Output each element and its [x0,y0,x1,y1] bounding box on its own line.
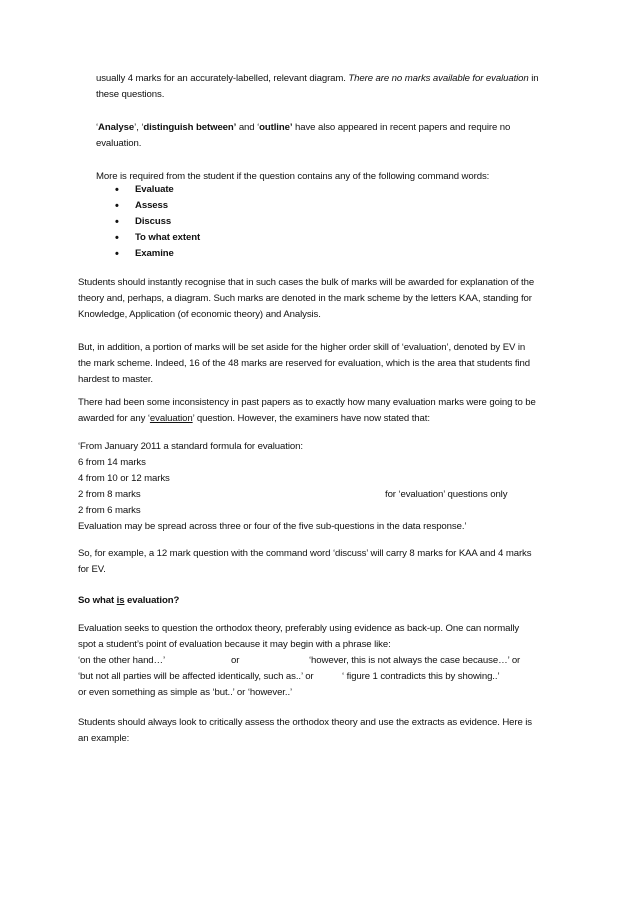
inconsistency-paragraph [78,395,568,427]
text-line: Evaluation seeks to question the orthodox theory, preferably using evidence as back-up. One can normally [78,623,520,634]
last-paragraph [78,715,568,747]
text-span: 2 from 8 marks [78,489,141,500]
command-word-item: • Assess [115,198,200,214]
underlined-is: is [116,595,125,606]
text-line: for EV. [78,564,106,575]
intro-text-end: in [528,73,539,84]
text-line: Knowledge, Application (of economic theory) and Analysis. [78,309,321,320]
text-line: Students should instantly recognise that in such cases the bulk of marks will be awarded for explanation of the [78,277,535,288]
command-word-item: • Discuss [115,214,200,230]
text-span: awarded for any ‘ [78,413,150,424]
phrase-line [78,653,568,669]
text-span: or [231,655,240,666]
word-analyse: Analyse [98,122,135,133]
intro-text: usually 4 marks for an accurately-labelled, relevant diagram. [96,73,349,84]
evaluation-paragraph [78,621,568,701]
more-line: More is required from the student if the question contains any of the following command words: [96,171,490,182]
intro-italic-text: There are no marks available for evaluation [348,73,529,84]
analyse-line-1 [96,120,566,136]
analyse-rest: have also appeared in recent papers and require no [292,122,511,133]
text-span: ‘but not all parties will be affected identically, such as..’ or [78,671,314,682]
text-span: ’ question. However, the examiners have now stated that: [192,413,430,424]
formula-note: for ‘evaluation’ questions only [385,489,508,500]
intro-line-1 [96,71,566,87]
text-span: ‘ figure 1 contradicts this by showing..’ [342,671,500,682]
command-word-item: • Evaluate [115,182,200,198]
command-word-item: • To what extent [115,230,200,246]
text-line: an example: [78,733,130,744]
formula-line: 2 from 6 marks [78,505,141,516]
text-line: spot a student’s point of evaluation because it may begin with a phrase like: [78,639,391,650]
quote: and ‘ [236,122,260,133]
text-line: But, in addition, a portion of marks will be set aside for the higher order skill of ‘evaluation’, denoted by EV in [78,342,526,353]
formula-line: 6 from 14 marks [78,457,146,468]
formula-quote [78,439,568,535]
text-span: ‘however, this is not always the case because…’ or [309,655,521,666]
text-line: There had been some inconsistency in past papers as to exactly how many evaluation marks were going to be [78,397,536,408]
analyse-line-2: evaluation. [96,138,142,149]
quote: ’, ‘ [134,122,144,133]
text-line: theory and, perhaps, a diagram. Such marks are denoted in the mark scheme by the letters KAA, standing for [78,293,532,304]
formula-line [78,487,568,503]
but-paragraph [78,340,568,388]
underlined-evaluation: evaluation [149,413,193,424]
command-word-item: • Examine [115,246,200,262]
text-line: Students should always look to critically assess the orthodox theory and use the extracts as evidence. Here is [78,717,533,728]
text-line: the mark scheme. Indeed, 16 of the 48 marks are reserved for evaluation, which is the area that students find [78,358,530,369]
text-line: Evaluation may be spread across three or four of the five sub-questions in the data response.’ [78,521,467,532]
phrase-line [78,669,568,685]
text-span: So what [78,595,117,606]
text-line: or even something as simple as ‘but..’ or ‘however..’ [78,687,293,698]
analyse-paragraph [96,120,566,152]
text-span: evaluation? [124,595,180,606]
word-outline: outline’ [259,122,293,133]
text-line: ‘From January 2011 a standard formula for evaluation: [78,441,303,452]
text-span: ‘on the other hand…’ [78,655,166,666]
quote: ‘ [96,122,99,133]
text-line [78,411,568,427]
formula-line: 4 from 10 or 12 marks [78,473,170,484]
section-heading [78,593,568,609]
word-distinguish: distinguish between’ [143,122,237,133]
instant-paragraph [78,275,568,323]
intro-line-2: these questions. [96,89,165,100]
text-line: So, for example, a 12 mark question with the command word ‘discuss’ will carry 8 marks for KAA and 4 marks [78,548,532,559]
intro-paragraph [96,71,566,103]
so-paragraph [78,546,568,578]
command-word-list [115,182,200,262]
heading-line [78,593,568,609]
text-line: hardest to master. [78,374,153,385]
